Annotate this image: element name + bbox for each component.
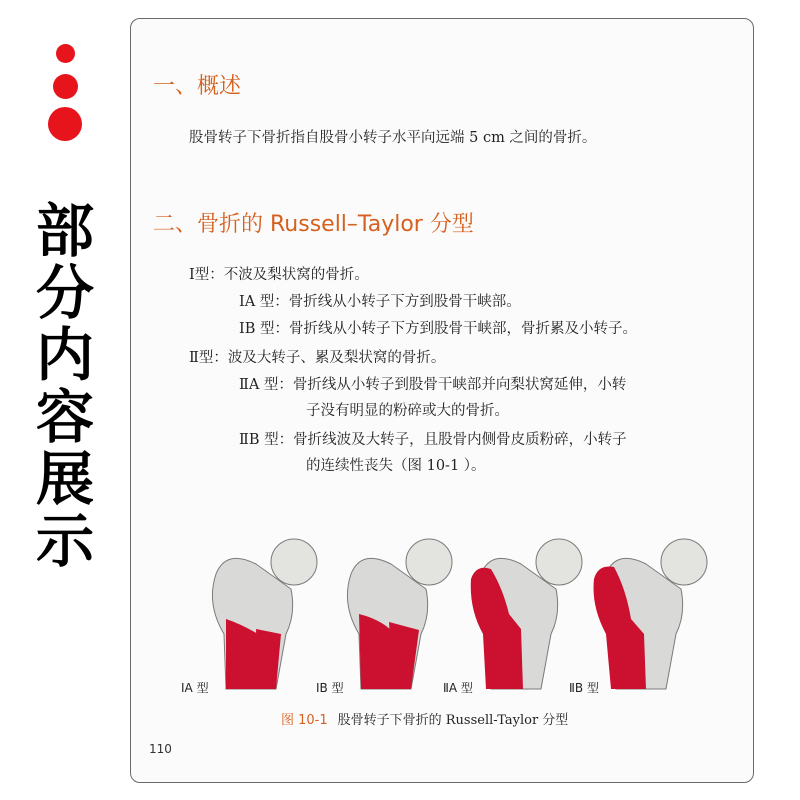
figure-label-ib: ⅠB 型: [316, 681, 344, 695]
type-iia-line-cont: 子没有明显的粉碎或大的骨折。: [306, 403, 509, 419]
femur-ib-illustration: [331, 534, 461, 694]
side-title-char: 示: [35, 507, 94, 575]
page-number: 110: [149, 742, 172, 756]
side-title-char: 分: [35, 259, 94, 327]
figure-label-iib: ⅡB 型: [569, 681, 599, 695]
overview-text: 股骨转子下骨折指自股骨小转子水平向远端 5 cm 之间的骨折。: [189, 130, 597, 146]
dot-medium: [53, 74, 78, 99]
type-iib-line-cont: 的连续性丧失（图 10-1 ）。: [306, 458, 486, 474]
section-heading-overview: 一、概述: [153, 74, 242, 99]
figure-caption-text: 股骨转子下骨折的 Russell-Taylor 分型: [337, 713, 569, 728]
side-title-char: 部: [35, 197, 94, 265]
decorative-dots: [46, 44, 84, 141]
type-iib-line: ⅡB 型：骨折线波及大转子，且股骨内侧骨皮质粉碎，小转子: [239, 432, 627, 448]
figure-label-iia: ⅡA 型: [443, 681, 473, 695]
figure-number: 图 10-1: [281, 713, 328, 728]
figure-label-ia: ⅠA 型: [181, 681, 209, 695]
book-page: [130, 18, 754, 783]
type-iia-line: ⅡA 型：骨折线从小转子到股骨干峡部并向梨状窝延伸，小转: [239, 377, 627, 393]
side-title: [30, 197, 100, 575]
femur-iib-illustration: [586, 534, 716, 694]
dot-large: [48, 107, 82, 141]
dot-small: [56, 44, 75, 63]
section-heading-classification: 二、骨折的 Russell–Taylor 分型: [153, 212, 474, 237]
side-title-char: 容: [35, 383, 94, 451]
side-title-char: 展: [35, 445, 94, 513]
femur-ia-illustration: [196, 534, 326, 694]
type-ib-line: ⅠB 型：骨折线从小转子下方到股骨干峡部，骨折累及小转子。: [239, 321, 637, 337]
figure-caption: [281, 709, 568, 728]
side-title-char: 内: [35, 321, 94, 389]
type-i-line: Ⅰ型：不波及梨状窝的骨折。: [189, 267, 369, 283]
type-ia-line: ⅠA 型：骨折线从小转子下方到股骨干峡部。: [239, 294, 521, 310]
femur-iia-illustration: [461, 534, 591, 694]
type-ii-line: Ⅱ型：波及大转子、累及梨状窝的骨折。: [189, 350, 446, 366]
